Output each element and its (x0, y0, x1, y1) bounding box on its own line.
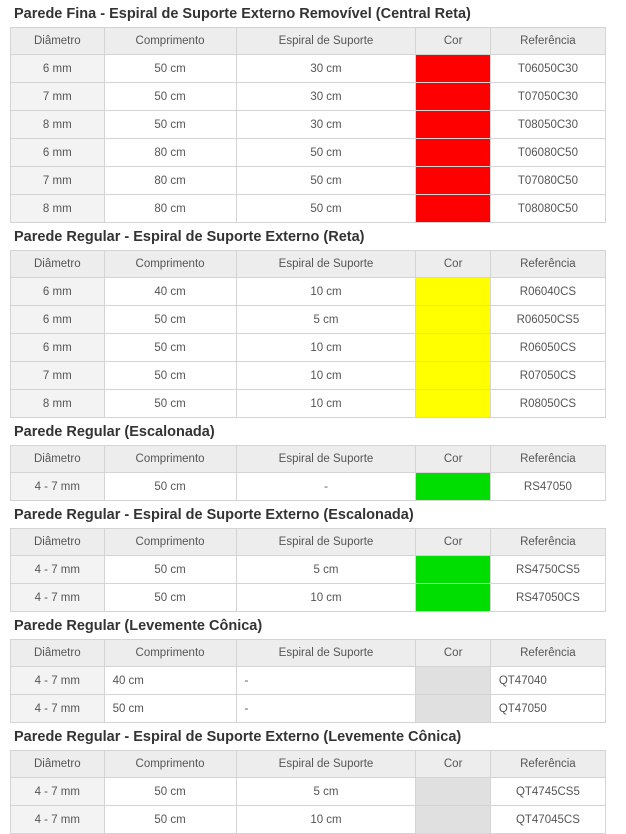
table-header-row (11, 751, 606, 778)
cell-diameter: 4 - 7 mm (11, 667, 105, 695)
cell-diameter: 7 mm (11, 362, 105, 390)
section-title: Parede Regular (Escalonada) (14, 424, 215, 440)
cell-support-spiral: 5 cm (236, 556, 416, 584)
cell-color-swatch (416, 556, 490, 584)
column-header: Cor (416, 640, 490, 667)
product-section (0, 501, 626, 612)
column-header: Comprimento (104, 751, 236, 778)
product-section (0, 418, 626, 501)
column-header: Comprimento (104, 28, 236, 55)
cell-diameter: 4 - 7 mm (11, 556, 105, 584)
table-row (11, 695, 606, 723)
table-row (11, 111, 606, 139)
table-row (11, 334, 606, 362)
cell-reference: R07050CS (490, 362, 605, 390)
product-table (10, 250, 606, 418)
section-title: Parede Regular - Espiral de Suporte Externo (Escalonada) (14, 507, 414, 523)
column-header: Comprimento (104, 529, 236, 556)
section-title: Parede Regular (Levemente Cônica) (14, 618, 263, 634)
cell-diameter: 6 mm (11, 139, 105, 167)
cell-length: 80 cm (104, 195, 236, 223)
table-header-row (11, 251, 606, 278)
table-row (11, 55, 606, 83)
column-header: Referência (490, 529, 605, 556)
column-header: Comprimento (104, 640, 236, 667)
cell-support-spiral: 10 cm (236, 584, 416, 612)
table-row (11, 139, 606, 167)
table-row (11, 195, 606, 223)
cell-reference: R06050CS (490, 334, 605, 362)
cell-length: 50 cm (104, 584, 236, 612)
cell-reference: RS47050CS (490, 584, 605, 612)
column-header: Cor (416, 529, 490, 556)
cell-reference: QT47045CS (490, 806, 605, 834)
cell-diameter: 4 - 7 mm (11, 778, 105, 806)
column-header: Diâmetro (11, 28, 105, 55)
table-row (11, 390, 606, 418)
cell-color-swatch (416, 667, 490, 695)
cell-length: 50 cm (104, 556, 236, 584)
cell-diameter: 8 mm (11, 390, 105, 418)
cell-support-spiral: 10 cm (236, 390, 416, 418)
cell-diameter: 7 mm (11, 83, 105, 111)
table-header-row (11, 446, 606, 473)
cell-length: 50 cm (104, 806, 236, 834)
cell-support-spiral: 10 cm (236, 278, 416, 306)
product-section (0, 612, 626, 723)
cell-length: 50 cm (104, 362, 236, 390)
product-table (10, 528, 606, 612)
cell-reference: QT47050 (490, 695, 605, 723)
table-row (11, 556, 606, 584)
cell-color-swatch (416, 695, 490, 723)
cell-support-spiral: 10 cm (236, 334, 416, 362)
cell-reference: R06040CS (490, 278, 605, 306)
cell-length: 50 cm (104, 55, 236, 83)
cell-diameter: 7 mm (11, 167, 105, 195)
column-header: Referência (490, 751, 605, 778)
cell-diameter: 8 mm (11, 195, 105, 223)
column-header: Espiral de Suporte (236, 446, 416, 473)
cell-color-swatch (416, 334, 490, 362)
cell-color-swatch (416, 362, 490, 390)
cell-reference: QT4745CS5 (490, 778, 605, 806)
product-table (10, 27, 606, 223)
column-header: Diâmetro (11, 446, 105, 473)
cell-diameter: 4 - 7 mm (11, 806, 105, 834)
cell-reference: QT47040 (490, 667, 605, 695)
table-row (11, 584, 606, 612)
cell-support-spiral: 50 cm (236, 139, 416, 167)
column-header: Diâmetro (11, 751, 105, 778)
table-row (11, 167, 606, 195)
table-row (11, 83, 606, 111)
cell-support-spiral: 10 cm (236, 806, 416, 834)
cell-diameter: 6 mm (11, 55, 105, 83)
cell-support-spiral: 5 cm (236, 778, 416, 806)
cell-length: 40 cm (104, 278, 236, 306)
cell-length: 50 cm (104, 695, 236, 723)
column-header: Espiral de Suporte (236, 751, 416, 778)
section-title: Parede Fina - Espiral de Suporte Externo Removível (Central Reta) (14, 6, 471, 22)
cell-support-spiral: 5 cm (236, 306, 416, 334)
column-header: Referência (490, 251, 605, 278)
table-row (11, 778, 606, 806)
product-table (10, 445, 606, 501)
cell-length: 50 cm (104, 334, 236, 362)
cell-support-spiral: - (236, 695, 416, 723)
cell-diameter: 6 mm (11, 306, 105, 334)
cell-length: 50 cm (104, 306, 236, 334)
cell-color-swatch (416, 390, 490, 418)
table-row (11, 806, 606, 834)
column-header: Cor (416, 751, 490, 778)
table-row (11, 306, 606, 334)
column-header: Referência (490, 28, 605, 55)
cell-color-swatch (416, 778, 490, 806)
cell-color-swatch (416, 195, 490, 223)
cell-reference: RS47050 (490, 473, 605, 501)
cell-reference: T06050C30 (490, 55, 605, 83)
cell-color-swatch (416, 111, 490, 139)
cell-color-swatch (416, 278, 490, 306)
column-header: Espiral de Suporte (236, 529, 416, 556)
cell-reference: T07080C50 (490, 167, 605, 195)
product-table (10, 639, 606, 723)
cell-length: 80 cm (104, 139, 236, 167)
cell-length: 50 cm (104, 390, 236, 418)
cell-reference: R08050CS (490, 390, 605, 418)
column-header: Comprimento (104, 446, 236, 473)
cell-diameter: 4 - 7 mm (11, 473, 105, 501)
cell-color-swatch (416, 584, 490, 612)
cell-support-spiral: 30 cm (236, 111, 416, 139)
column-header: Comprimento (104, 251, 236, 278)
cell-length: 50 cm (104, 83, 236, 111)
product-section (0, 723, 626, 834)
cell-support-spiral: 10 cm (236, 362, 416, 390)
table-row (11, 278, 606, 306)
cell-support-spiral: 30 cm (236, 83, 416, 111)
column-header: Cor (416, 28, 490, 55)
section-title: Parede Regular - Espiral de Suporte Externo (Reta) (14, 229, 365, 245)
cell-color-swatch (416, 55, 490, 83)
column-header: Cor (416, 251, 490, 278)
column-header: Diâmetro (11, 529, 105, 556)
cell-support-spiral: - (236, 667, 416, 695)
cell-reference: T08080C50 (490, 195, 605, 223)
cell-color-swatch (416, 473, 490, 501)
column-header: Espiral de Suporte (236, 640, 416, 667)
table-header-row (11, 28, 606, 55)
cell-diameter: 6 mm (11, 278, 105, 306)
table-row (11, 667, 606, 695)
section-title: Parede Regular - Espiral de Suporte Externo (Levemente Cônica) (14, 729, 462, 745)
cell-support-spiral: 30 cm (236, 55, 416, 83)
table-row (11, 362, 606, 390)
table-header-row (11, 640, 606, 667)
cell-color-swatch (416, 306, 490, 334)
table-header-row (11, 529, 606, 556)
cell-support-spiral: 50 cm (236, 195, 416, 223)
product-section (0, 223, 626, 418)
cell-reference: R06050CS5 (490, 306, 605, 334)
cell-length: 40 cm (104, 667, 236, 695)
cell-support-spiral: 50 cm (236, 167, 416, 195)
cell-reference: T07050C30 (490, 83, 605, 111)
cell-color-swatch (416, 806, 490, 834)
column-header: Espiral de Suporte (236, 251, 416, 278)
cell-length: 50 cm (104, 111, 236, 139)
cell-diameter: 8 mm (11, 111, 105, 139)
column-header: Referência (490, 640, 605, 667)
column-header: Diâmetro (11, 251, 105, 278)
column-header: Espiral de Suporte (236, 28, 416, 55)
cell-color-swatch (416, 167, 490, 195)
cell-diameter: 4 - 7 mm (11, 695, 105, 723)
cell-length: 80 cm (104, 167, 236, 195)
cell-color-swatch (416, 139, 490, 167)
cell-color-swatch (416, 83, 490, 111)
cell-diameter: 4 - 7 mm (11, 584, 105, 612)
cell-diameter: 6 mm (11, 334, 105, 362)
cell-support-spiral: - (236, 473, 416, 501)
table-row (11, 473, 606, 501)
column-header: Cor (416, 446, 490, 473)
product-section (0, 0, 626, 223)
cell-reference: RS4750CS5 (490, 556, 605, 584)
cell-reference: T08050C30 (490, 111, 605, 139)
product-table (10, 750, 606, 834)
cell-length: 50 cm (104, 473, 236, 501)
column-header: Referência (490, 446, 605, 473)
cell-reference: T06080C50 (490, 139, 605, 167)
cell-length: 50 cm (104, 778, 236, 806)
column-header: Diâmetro (11, 640, 105, 667)
